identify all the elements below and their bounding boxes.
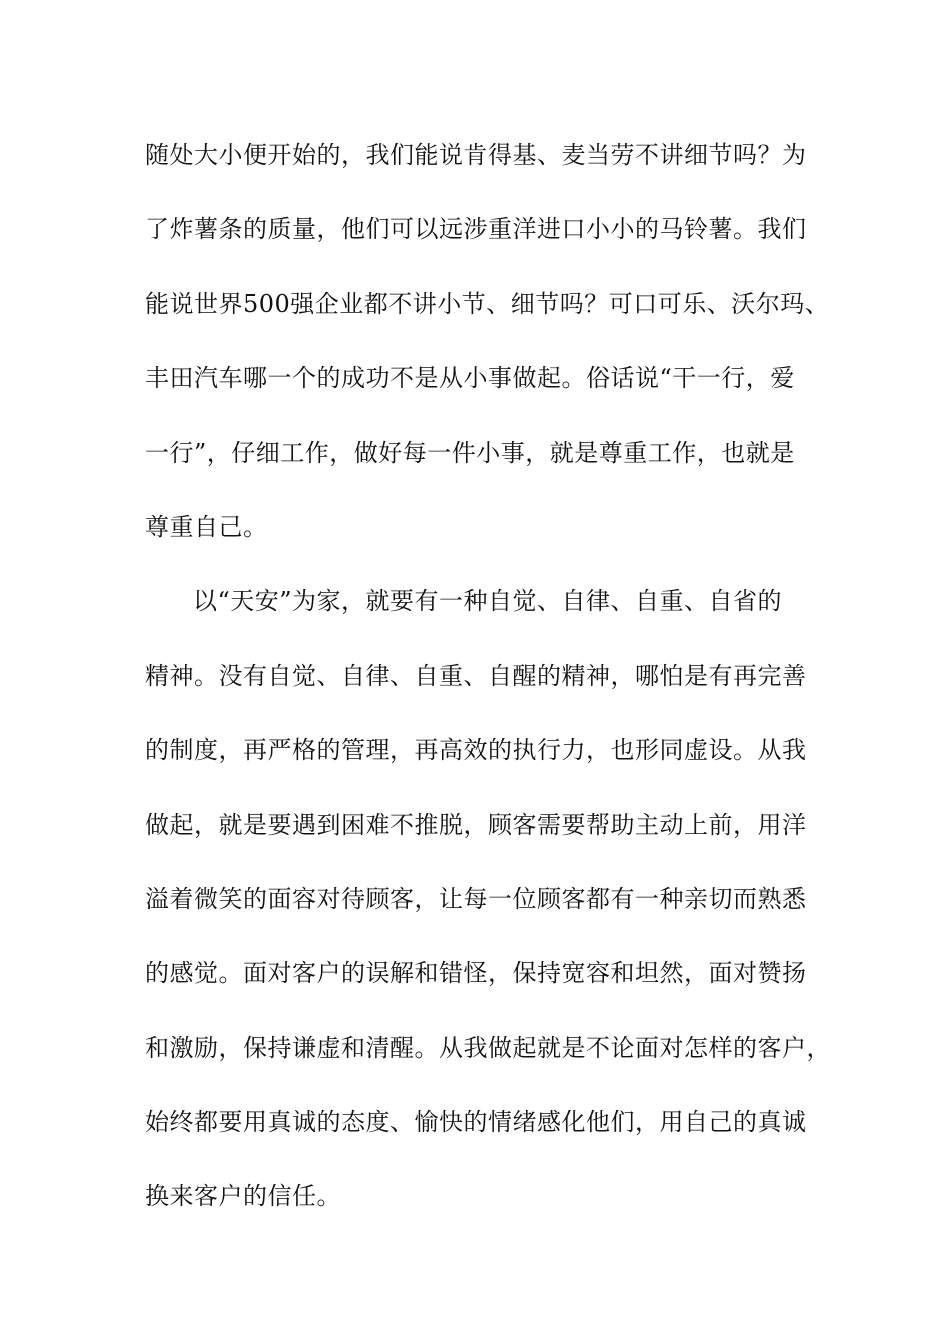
text-line: 尊重自己。 <box>145 512 268 541</box>
text-line: 能说世界500强企业都不讲小节、细节吗？可口可乐、沃尔玛、 <box>145 289 830 318</box>
text-line: 溢着微笑的面容对待顾客，让每一位顾客都有一种亲切而熟悉 <box>145 884 807 913</box>
text-line: 了炸薯条的质量，他们可以远涉重洋进口小小的马铃薯。我们 <box>145 215 807 244</box>
paragraph-start-line: 以“天安”为家，就要有一种自觉、自律、自重、自省的 <box>193 587 783 616</box>
text-line: 精神。没有自觉、自律、自重、自醒的精神，哪怕是有再完善 <box>145 661 807 690</box>
text-line: 和激励，保持谦虚和清醒。从我做起就是不论面对怎样的客户， <box>145 1033 831 1062</box>
text-line: 一行”，仔细工作，做好每一件小事，就是尊重工作，也就是 <box>145 438 795 467</box>
text-line: 的感觉。面对客户的误解和错怪，保持宽容和坦然，面对赞扬 <box>145 959 807 988</box>
text-line: 随处大小便开始的，我们能说肯得基、麦当劳不讲细节吗？为 <box>145 141 807 169</box>
text-line: 的制度，再严格的管理，再高效的执行力，也形同虚设。从我 <box>145 736 807 765</box>
text-line: 始终都要用真诚的态度、愉快的情绪感化他们，用自己的真诚 <box>145 1108 807 1137</box>
body-text <box>145 118 835 1234</box>
text-line: 换来客户的信任。 <box>145 1182 341 1211</box>
text-line: 丰田汽车哪一个的成功不是从小事做起。俗话说“干一行，爱 <box>145 364 795 393</box>
text-line: 做起，就是要遇到困难不推脱，顾客需要帮助主动上前，用洋 <box>145 810 807 839</box>
